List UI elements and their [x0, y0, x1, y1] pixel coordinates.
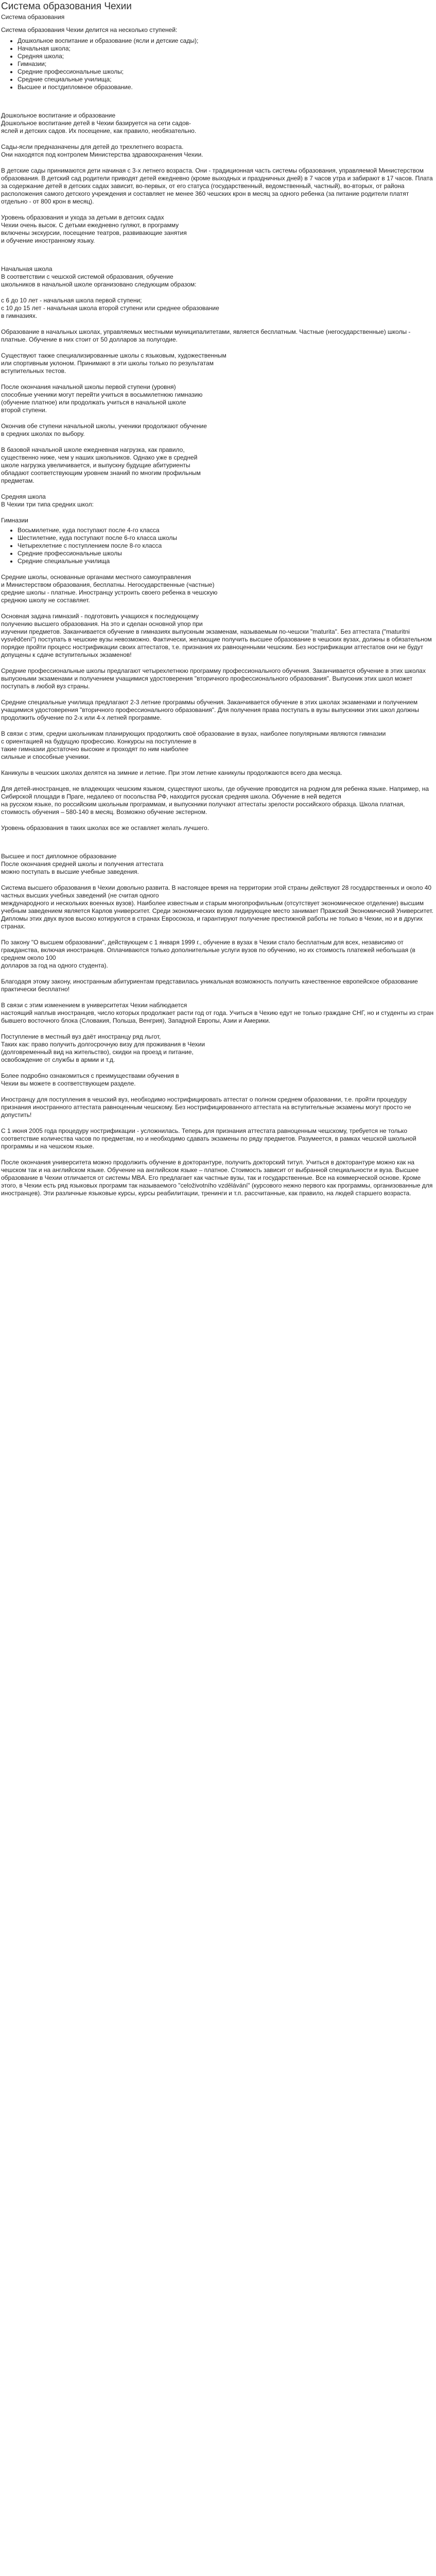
paragraph: Для детей-иностранцев, не владеющих чешским языком, существуют школы, где обучение проводится на родном для ребенка языке. Например, на Сибирской площади в Праге, недалеко от посольства РФ, находится русская средняя школа. Обучение в ней ведется на русском языке, по российским школьным программам, и выпускники получают аттестаты зрелости российского образца. Школа платная, стоимость обучения – 580-140 в месяц. Возможно обучение экстерном.	[1, 785, 429, 816]
paragraph: В связи с этим, средни школьникам планирующих продолжить своё образование в вузах, наиболее популярными являются гимназии с ориентацией на будущую профессию. Конкурсы на поступление в такие гимназии достаточно высокие и проходят по ним наиболее сильные и способные ученики.	[1, 730, 386, 760]
paragraph: Уровень образования и ухода за детьми в детских садах Чехии очень высок. С детьми ежедневно гуляют, в программу включены экскурсии, посещение театров, развивающие занятия и обучение иностранному языку.	[1, 214, 187, 244]
paragraph: Система высшего образования в Чехии довольно развита. В настоящее время на территории этой страны действуют 28 государственных и около 40 частных высших учебных заведений (не считая одного международного и нескольких военных вузов). Наиболее известным и старым многопрофильным (отсутствует экономическое отделение) высшим учебным заведением является Карлов университет. Среди экономических вузов лидирующее место занимает Пражский Экономический Университет. Дипломы этих двух вузов высоко котируются в странах Евросоюза, и гарантируют получение престижной работы не только в Чехии, но и в других странах.	[1, 884, 433, 930]
list-item: • Шестилетние, куда поступают после 6-го класса школы	[18, 534, 436, 542]
page-title: Система образования Чехии	[1, 1, 132, 12]
list-item: • Средние профессиональные школы	[18, 550, 436, 557]
paragraph: Средняя школа В Чехии три типа средних школ:	[1, 493, 94, 508]
list-item: • Средние профессиональные школы;	[18, 68, 436, 76]
paragraph: В связи с этим изменением в университетах Чехии наблюдается настоящий наплыв иностранцев, число которых продолжает расти год от года. Учиться в Чехию едут не только граждане СНГ, но и студенты из стран бывшего восточного блока (Словакия, Польша, Венгрия), Западной Европы, Азии и Америки.	[1, 1002, 434, 1024]
list-item: • Средние специальные училища;	[18, 76, 436, 83]
section-heading-primary: Начальная школа	[1, 265, 53, 273]
paragraph: Средние специальные училища предлагают 2-3 летние программы обучения. Заканчивается обучение в этих школах экзаменами и получением учащимися удостоверения "вторичного профессионального образования". Для получения права поступать в вузы выпускники этих школ должны продолжить обучение по 2-х или 4-х летней программе.	[1, 699, 419, 721]
paragraph: В соответствии с чешской системой образования, обучение школьников в начальной школе организовано следующим образом:	[1, 273, 197, 288]
paragraph: Уровень образования в таких школах все же оставляет желать лучшего.	[1, 824, 210, 832]
section-heading-preschool: Дошкольное воспитание и образование	[1, 112, 116, 119]
paragraph: Благодаря этому закону, иностранным абитуриентам представилась уникальная возможность получить качественное европейское образование практически бесплатно!	[1, 978, 418, 993]
paragraph: Существуют также специализированные школы с языковым, художественным или спортивным уклоном. Принимают в эти школы только по результатам вступительных тестов.	[1, 352, 226, 375]
document-page	[0, 1, 436, 1197]
list-item: • Дошкольное воспитание и образование (ясли и детские сады);	[18, 37, 436, 45]
paragraph: В базовой начальной школе ежедневная нагрузка, как правило, существенно ниже, чем у наших школьников. Однако уже в средней школе нагрузка увеличивается, и выпускну будущие абитуриенты обладают соответствующим уровнем знаний по многим профильным предметам.	[1, 446, 201, 484]
education-levels-list	[1, 37, 436, 91]
paragraph: После окончания начальной школы первой ступени (уровня) способные ученики могут перейти учиться в восьмилетнюю гимназию (обучение платное) или продолжать учиться в начальной школе второй ступени.	[1, 383, 203, 414]
list-item: • Высшее и постдипломное образование.	[18, 83, 436, 91]
paragraph: Иностранцу для поступления в чешский вуз, необходимо нострифицировать аттестат о полном среднем образовании, т.е. пройти процедуру признания иностранного аттестата равноценным чешскому. Без нострифицированного аттестата на вступительные экзамены могут просто не допустить!	[1, 1096, 411, 1118]
paragraph: Основная задача гимназий - подготовить учащихся к последующему получению высшего образования. На это и сделан основной упор при изучении предметов. Заканчивается обучение в гимназиях выпускным экзаменам, называемым по-чешски "maturita". Без аттестата ("maturitni vysvědčení") поступать в чешские вузы невозможно. Фактически, желающие получить высшее образование в чешских вузах, должны в обязательном порядке пройти процесс нострификации своих аттестатов, т.е. признания их равноценными чешским. Без нострификации аттестатов они не будут допущены к сдаче вступительных экзаменов!	[1, 613, 432, 658]
list-item: • Четырехлетние с поступлением после 8-го класса	[18, 542, 436, 550]
intro-paragraph: Система образования Чехии делится на несколько ступеней:	[1, 26, 178, 33]
paragraph: Сады-ясли предназначены для детей до трехлетнего возраста. Они находятся под контролем Министерства здравоохранения Чехии.	[1, 143, 203, 158]
paragraph: В детские сады принимаются дети начиная с 3-х летнего возраста. Они - традиционная часть системы образования, управляемой Министерством образования. В детский сад родители приводят детей ежедневно (кроме выходных и праздничных дней) в 7 часов утра и забирают в 17 часов. Плата за содержание детей в детских садах зависит, во-первых, от его статуса (государственный, ведомственный, частный), во-вторых, от района расположения самого детского учреждения и составляет не менее 360 чешских крон в месяц за одного ребенка (за питание родители платят отдельно - от 800 крон в месяц).	[1, 167, 433, 205]
paragraph: Дошкольное воспитание детей в Чехии базируется на сети садов- яслей и детских садов. Их посещение, как правило, необязательно.	[1, 120, 197, 134]
list-item: • Гимназии;	[18, 60, 436, 68]
paragraph: Поступление в местный вуз даёт иностранцу ряд льгот, Таких как: право получить долгосрочную визу для проживания в Чехии (долговременный вид на жительство), скидки на проезд и питание, освобождение от службы в армии и т.д.	[1, 1033, 205, 1063]
paragraph: По закону "О высшем образовании", действующем с 1 января 1999 г., обучение в вузах в Чехии стало бесплатным для всех, независимо от гражданства, включая иностранцев. Оплачиваются только дополнительные услуги вузов по обучению, но их стоимость платежей небольшая (в среднем около 100 долларов за год на одного студента).	[1, 939, 415, 969]
page-subtitle: Система образования	[1, 13, 65, 21]
paragraph: Окончив обе ступени начальной школы, ученики продолжают обучение в средних школах по выбору.	[1, 422, 207, 437]
list-item: • Восьмилетние, куда поступают после 4-го класса	[18, 527, 436, 534]
gymnasium-list	[1, 527, 436, 565]
paragraph: Средние профессиональные школы предлагают четырехлетнюю программу профессионального обучения. Заканчивается обучение в этих школах выпускными экзаменами и получением учащимися удостоверения "вторичного профессионального образования". Выпускник этих школ может поступать в любой вуз страны.	[1, 667, 426, 690]
paragraph: с 6 до 10 лет - начальная школа первой ступени; с 10 до 15 лет - начальная школа второй ступени или среднее образование в гимназиях.	[1, 297, 219, 319]
paragraph: Более подробно ознакомиться с преимуществами обучения в Чехии вы можете в соответствующем разделе.	[1, 1072, 179, 1087]
paragraph: С 1 июня 2005 года процедуру нострификации - усложнилась. Теперь для признания аттестата равноценным чешскому, требуется не только соответствие количества часов по предметам, но и необходимо сдавать экзамены по ряду предметов. Разумеется, в рамках чешской школьной программы и на чешском языке.	[1, 1127, 416, 1150]
section-heading-higher: Высшее и пост дипломное образование	[1, 853, 117, 860]
paragraph: После окончания средней школы и получения аттестата можно поступать в высшие учебные заведения.	[1, 860, 164, 875]
section-heading-gymnasium: Гимназии	[1, 517, 28, 524]
paragraph: После окончания университета можно продолжить обучение в докторантуре, получить докторский титул. Учиться в докторантуре можно как на чешском так и на английском языке. Обучение на английском языке – платное. Стоимость зависит от выбранной специальности и вуза. Высшее образование в Чехии отличается от системы MBA. Его предлагает как частные вузы, так и государственные. Все на коммерческой основе. Кроме этого, в Чехии есть ряд языковых программ так называемого "celoživotního vzdělávání" (курсового нежно первого как программы, организованные для иностранцев). Эти различные языковые курсы, курсы реабилитации, тренинги и т.п. рассчитанные, как правило, на людей старшего возраста.	[1, 1159, 433, 1197]
paragraph: Средние школы, основанные органами местного самоуправления и Министерством образования, бесплатны. Негосударственные (частные) средние школы - платные. Иностранцу устроить своего ребенка в чешскую среднюю школу не составляет.	[1, 573, 218, 604]
paragraph: Каникулы в чешских школах делятся на зимние и летние. При этом летние каникулы продолжаются всего два месяца.	[1, 769, 342, 776]
list-item: • Средние специальные училища	[18, 557, 436, 565]
list-item: • Начальная школа;	[18, 45, 436, 53]
list-item: • Средняя школа;	[18, 53, 436, 60]
paragraph: Образование в начальных школах, управляемых местными муниципалитетами, является бесплатным. Частные (негосударственные) школы - платные. Обучение в них стоит от 50 долларов за полугодие.	[1, 328, 411, 343]
